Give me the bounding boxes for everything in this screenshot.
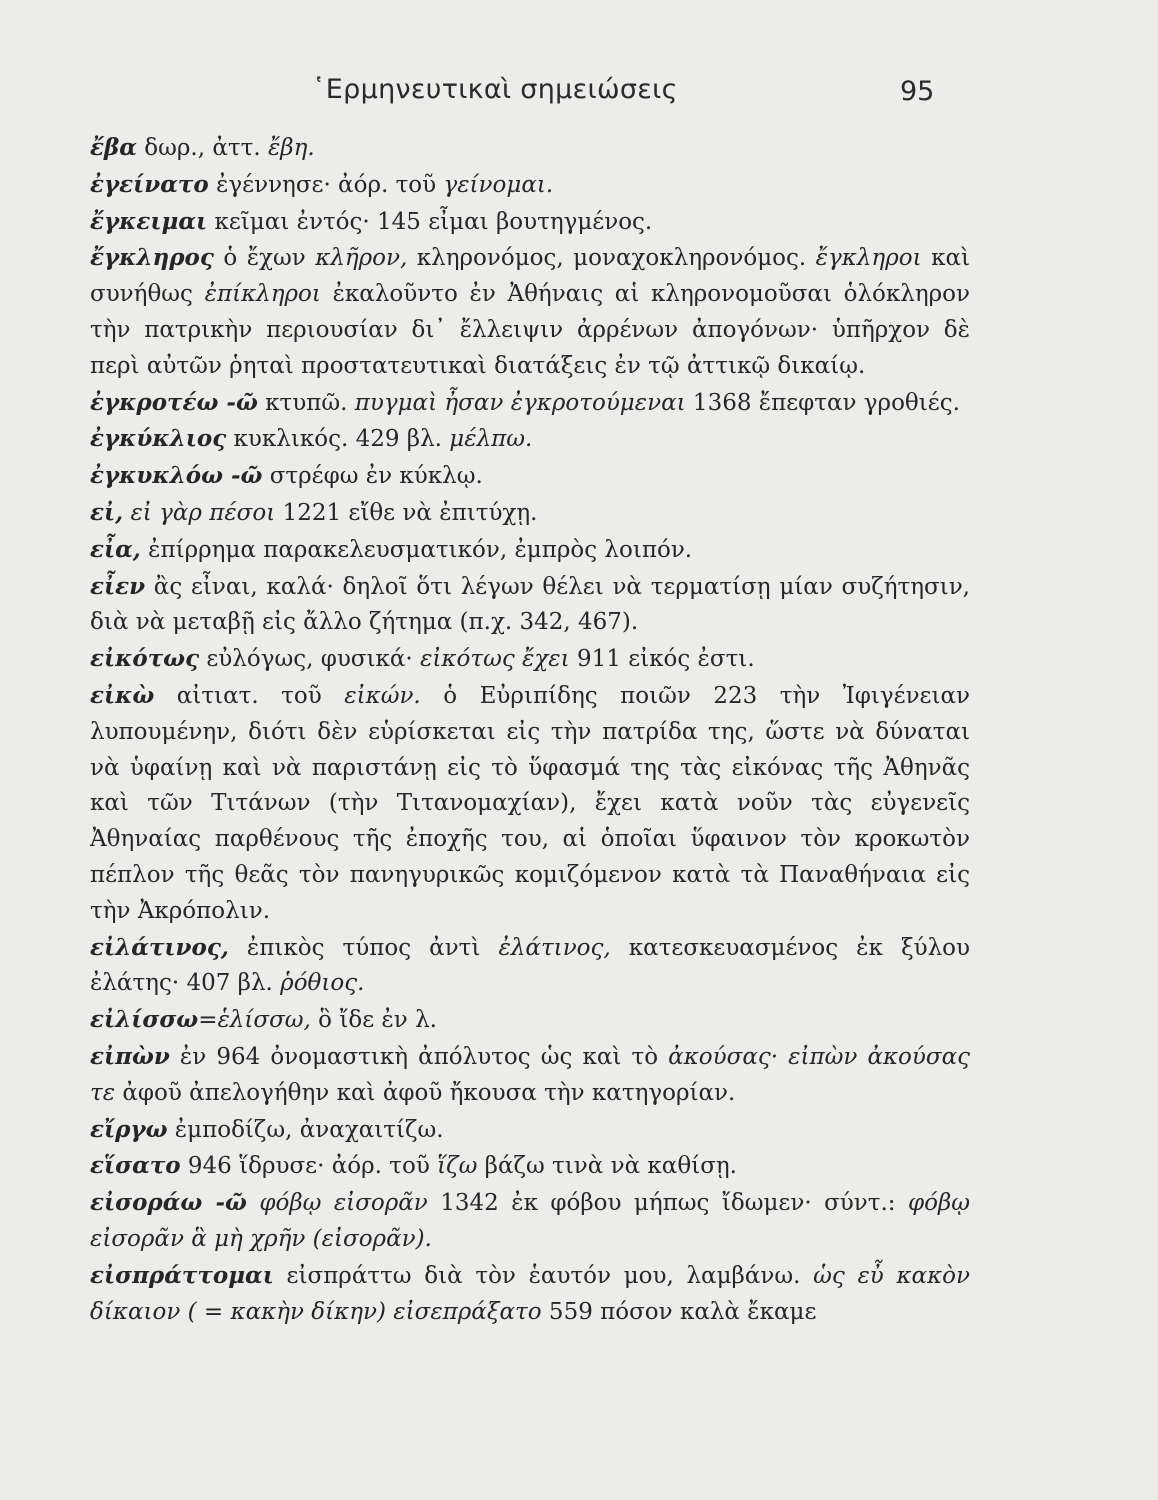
entry-headword: ἐγκροτέω -ῶ [90, 388, 258, 416]
entry-text: ὃ ἴδε ἐν λ. [310, 1007, 437, 1034]
entry-headword: εἶα, [90, 535, 141, 563]
entry-italic-text: εἰκότως ἔχει [420, 646, 570, 673]
glossary-body [62, 130, 970, 1330]
entry-text: 1221 εἴθε νὰ ἐπιτύχῃ. [275, 499, 538, 526]
entry-headword: εἴργω [90, 1115, 168, 1143]
entry-italic-text: ἔγκληροι [815, 245, 922, 272]
glossary-entry [62, 532, 970, 569]
entry-italic-text: ἀκούσας· εἰπὼν ἀκούσας τε [90, 1043, 970, 1106]
glossary-entry [62, 1148, 970, 1185]
entry-headword: εἰκὼ [90, 681, 155, 709]
entry-text: ἐπίρρημα παρακελευσματικόν, ἐμπρὸς λοιπόν. [140, 536, 693, 563]
entry-text: = [198, 1007, 218, 1034]
entry-italic-text: ἑλίσσω, [217, 1007, 311, 1034]
entry-italic-text: πυγμαὶ ἦσαν ἐγκροτούμεναι [354, 389, 686, 416]
entry-text: εἰσπράττω διὰ τὸν ἑαυτόν μου, λαμβάνω. [273, 1262, 814, 1289]
entry-headword: εἵσατο [90, 1152, 181, 1180]
glossary-entry [62, 421, 970, 458]
entry-text: 1342 ἐκ φόβου μήπως ἴδωμεν· σύντ.: [427, 1190, 908, 1217]
page-header [0, 74, 1158, 114]
entry-italic-text: κλῆρον, [315, 245, 408, 272]
entry-text: 1368 ἔπεφταν γροθιές. [685, 389, 960, 416]
glossary-entry [62, 385, 970, 422]
entry-text: 911 εἰκός ἐστι. [569, 646, 755, 673]
entry-text: κατεσκευασμένος ἐκ ξύλου ἐλάτης· 407 βλ. [90, 934, 970, 997]
entry-text: κυκλικός. 429 βλ. [226, 426, 450, 453]
entry-text: ἐπικὸς τύπος ἀντὶ [228, 934, 499, 961]
entry-text: ἐκαλοῦντο ἐν Ἀθήναις αἱ κληρονομοῦσαι ὁλόκληρον τὴν πατρικὴν περιουσίαν δι᾽ ἔλλειψιν ἀρρένων ἀπογόνων· ὑπῆρχον δὲ περὶ αὐτῶν ῥηταὶ προστατευτικαὶ διατάξεις ἐν τῷ ἀττικῷ δικαίῳ. [90, 281, 970, 379]
entry-text: κτυπῶ. [257, 389, 355, 416]
glossary-entry [62, 130, 970, 167]
entry-italic-text: ῥόθιος. [280, 970, 365, 997]
entry-headword: εἰκότως [90, 645, 200, 673]
entry-text: κεῖμαι ἐντός· 145 εἶμαι βουτηγμένος. [207, 208, 653, 235]
entry-text: ἂς εἶναι, καλά· δηλοῖ ὅτι λέγων θέλει νὰ τερματίσῃ μίαν συζήτησιν, διὰ νὰ μεταβῇ εἰς ἄλλο ζήτημα (π.χ. 342, 467). [90, 573, 970, 636]
entry-italic-text: εἰ γὰρ πέσοι [130, 499, 276, 526]
glossary-entry [62, 1002, 970, 1039]
entry-italic-text: φόβῳ εἰσορᾶν [259, 1190, 428, 1217]
entry-text: αἰτιατ. τοῦ [154, 682, 345, 709]
entry-text: δωρ., ἀττ. [136, 135, 268, 161]
running-title: ῾Ερμηνευτικαὶ σημειώσεις [312, 74, 678, 105]
entry-headword: εἰσοράω -ῶ [90, 1189, 247, 1217]
entry-italic-text: μέλπω. [449, 426, 533, 453]
entry-text: στρέφω ἐν κύκλῳ. [262, 463, 483, 490]
entry-headword: εἶεν [90, 572, 146, 600]
entry-text: ἀφοῦ ἀπελογήθην καὶ ἀφοῦ ἤκουσα τὴν κατηγορίαν. [115, 1079, 736, 1106]
entry-italic-text: ἔβη. [267, 135, 315, 161]
entry-text: 946 ἵδρυσε· ἀόρ. τοῦ [180, 1153, 438, 1180]
entry-text: ἐμποδίζω, ἀναχαιτίζω. [167, 1116, 444, 1143]
entry-text: καὶ συνήθως [90, 245, 970, 308]
glossary-entry [62, 204, 970, 241]
entry-text: ἐγέννησε· ἀόρ. τοῦ [208, 171, 444, 198]
entry-text: βάζω τινὰ νὰ καθίσῃ. [477, 1153, 737, 1180]
entry-text: ὁ ἔχων [213, 245, 316, 272]
glossary-entry [62, 1039, 970, 1112]
entry-text [247, 1190, 259, 1216]
entry-headword: ἔγκληρος [90, 244, 214, 272]
entry-headword: ἐγείνατο [90, 170, 209, 198]
entry-headword: εἰπὼν [90, 1042, 170, 1070]
glossary-entry [62, 641, 970, 678]
glossary-entry [62, 1185, 970, 1258]
entry-italic-text: φόβῳ εἰσορᾶν ἃ μὴ χρῆν (εἰσορᾶν). [90, 1190, 971, 1252]
entry-italic-text: ἵζω [437, 1153, 478, 1180]
glossary-entry [62, 569, 970, 642]
entry-text: ὁ Εὐριπίδης ποιῶν 223 τὴν Ἰφιγένειαν λυπουμένην, διότι δὲν εὑρίσκεται εἰς τὴν πατρίδα της, ὥστε νὰ δύναται νὰ ὑφαίνῃ καὶ νὰ παριστάνῃ εἰς τὸ ὕφασμά της τὰς εἰκόνας τῆς Ἀθηνᾶς καὶ τῶν Τιτάνων (τὴν Τιτανομαχίαν), ἔχει κατὰ νοῦν τὰς εὐγενεῖς Ἀθηναίας παρθένους τῆς ἐποχῆς του, αἱ ὁποῖαι ὕφαινον τὸν κροκωτὸν πέπλον τῆς θεᾶς τὸν πανηγυρικῶς κομιζόμενον κατὰ τὰ Παναθήναια εἰς τὴν Ἀκρόπολιν. [90, 682, 970, 924]
entry-text: εὐλόγως, φυσικά· [199, 646, 421, 673]
entry-headword: ἔβα [90, 134, 137, 161]
glossary-entry [62, 930, 970, 1003]
glossary-entry [62, 678, 970, 930]
glossary-entry [62, 1258, 970, 1331]
entry-italic-text: γείνομαι. [443, 171, 554, 198]
entry-headword: ἐγκύκλιος [90, 425, 227, 453]
glossary-entry [62, 1112, 970, 1149]
glossary-entry [62, 458, 970, 495]
entry-text: κληρονόμος, μοναχοκληρονόμος. [407, 245, 816, 272]
entry-headword: ἔγκειμαι [90, 207, 208, 235]
entry-headword: ἐγκυκλόω -ῶ [90, 462, 263, 490]
entry-headword: εἰ, [90, 498, 124, 526]
entry-headword: εἰλάτινος, [90, 933, 229, 961]
entry-italic-text: εἰκών. [344, 682, 421, 709]
entry-headword: εἰσπράττομαι [90, 1261, 274, 1289]
glossary-entry [62, 240, 970, 384]
entry-text: ἐν 964 ὀνομαστικὴ ἀπόλυτος ὡς καὶ τὸ [169, 1043, 669, 1070]
entry-headword: εἰλίσσω [90, 1006, 199, 1034]
glossary-entry [62, 167, 970, 204]
entry-italic-text: ἐλάτινος, [498, 934, 611, 961]
glossary-entry [62, 495, 970, 532]
entry-italic-text: ἐπίκληροι [204, 281, 321, 308]
page-number: 95 [900, 76, 935, 107]
entry-italic-text: ὡς εὖ κακὸν δίκαιον ( = κακὴν δίκην) εἰσεπράξατο [90, 1262, 970, 1325]
entry-text: 559 πόσον καλὰ ἔκαμε [541, 1298, 817, 1325]
